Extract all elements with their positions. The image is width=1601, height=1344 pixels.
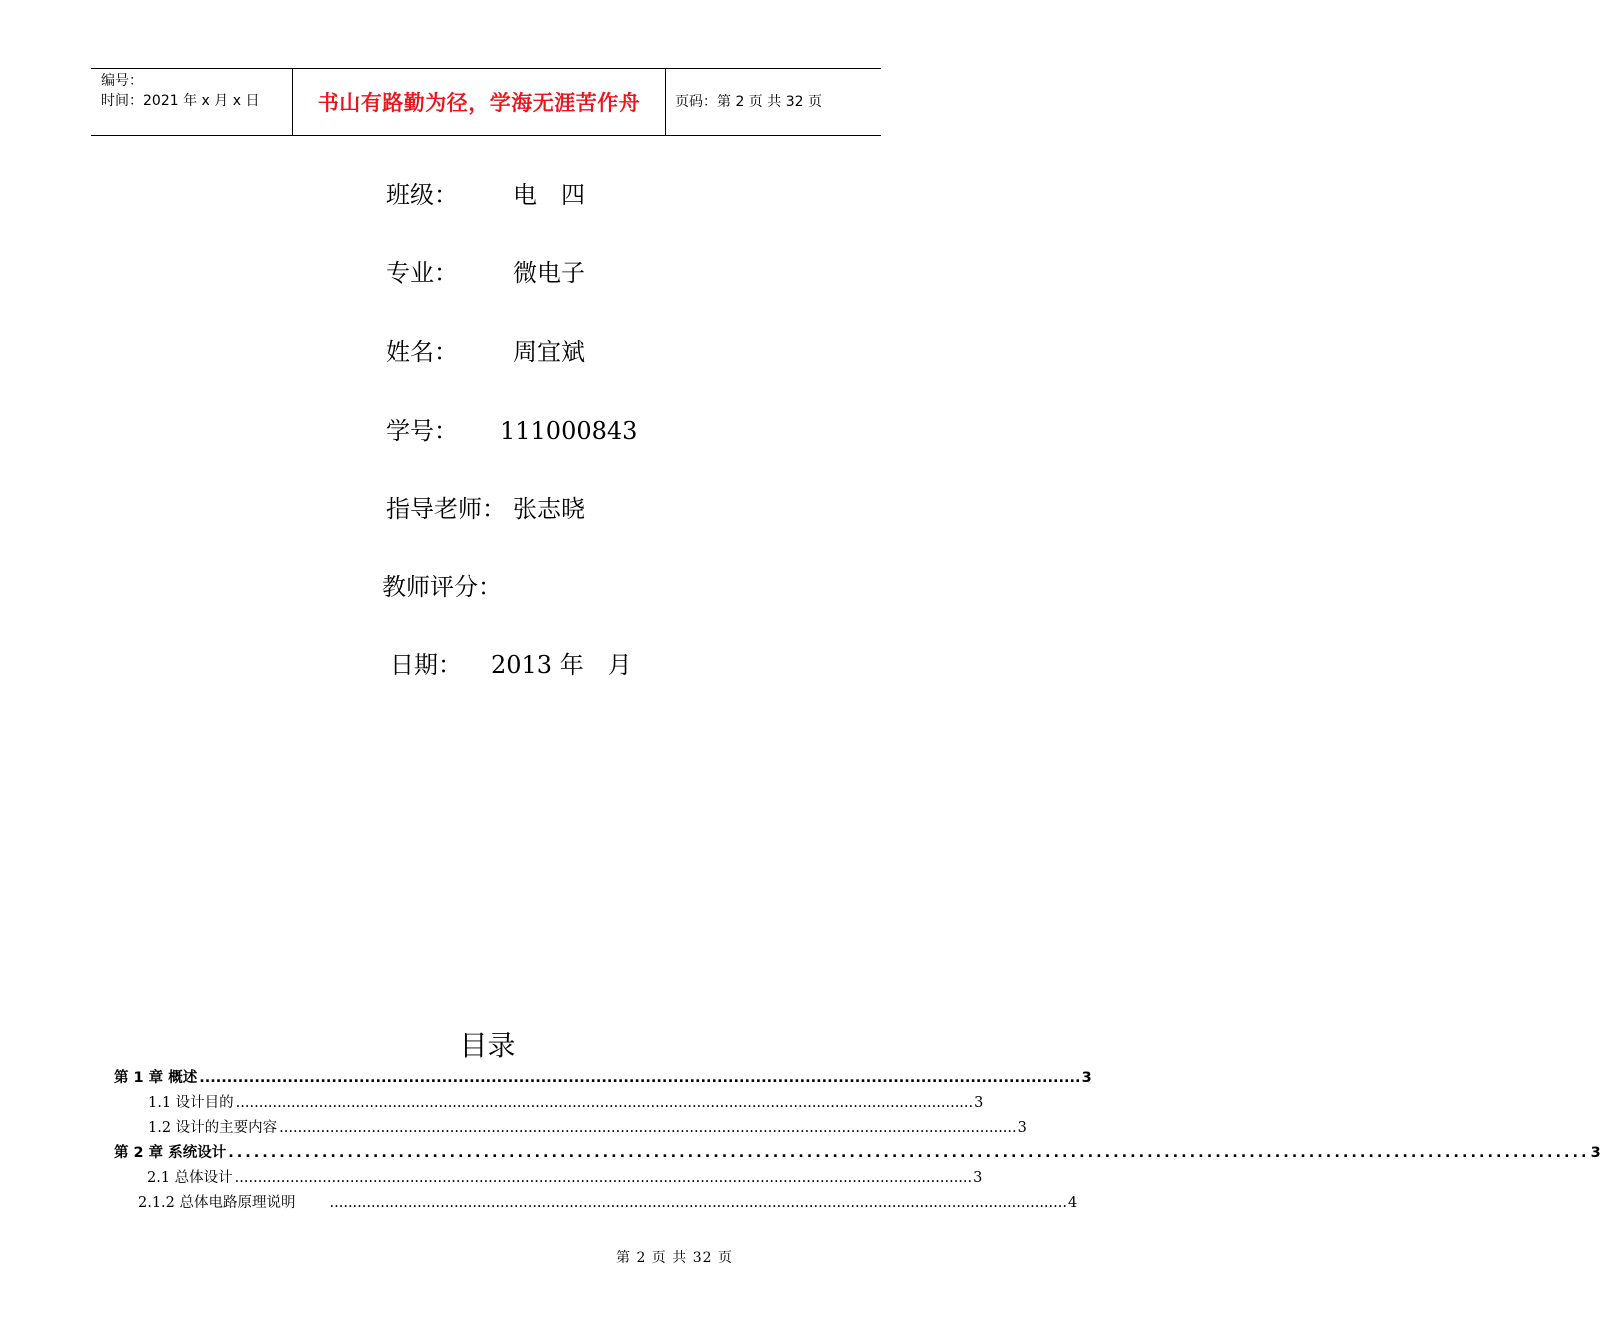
toc-entry[interactable] — [114, 1144, 1601, 1162]
toc-entry-page: 3 — [1017, 1120, 1027, 1136]
toc-leader: ................................................................................................................................................................ — [199, 1070, 1081, 1086]
header-number-label: 编号： — [101, 73, 143, 89]
toc-entry-text: 1.2 设计的主要内容 — [148, 1120, 278, 1136]
page-header — [91, 68, 881, 136]
toc-entry[interactable] — [138, 1194, 1078, 1212]
header-page-info: 页码：第 2 页 共 32 页 — [675, 94, 822, 110]
toc-entry-page: 3 — [973, 1170, 983, 1186]
header-motto: 书山有路勤为径，学海无涯苦作舟 — [317, 91, 641, 115]
toc-leader: ................................................................................................................................................................ — [234, 1170, 973, 1186]
advisor-label: 指导老师： — [386, 495, 506, 523]
page-footer: 第 2 页 共 32 页 — [616, 1250, 733, 1266]
header-time-label: 时间：2021 年 x 月 x 日 — [101, 93, 260, 109]
toc-leader: ................................................................................................................................................................ — [228, 1145, 1590, 1161]
score-label: 教师评分： — [382, 573, 502, 601]
id-value: 111000843 — [500, 417, 638, 445]
toc-entry-text: 第 2 章 系统设计 — [114, 1145, 227, 1161]
class-label: 班级： — [386, 181, 458, 209]
header-meta — [101, 71, 259, 111]
name-value: 周宜斌 — [513, 338, 585, 366]
toc-entry-page: 4 — [1067, 1195, 1078, 1211]
toc-entry[interactable] — [148, 1094, 984, 1112]
toc-entry-page: 3 — [1590, 1145, 1601, 1161]
toc-entry[interactable] — [147, 1169, 983, 1187]
advisor-value: 张志晓 — [513, 495, 585, 523]
toc-entry-page: 3 — [1081, 1070, 1092, 1086]
name-label: 姓名： — [386, 338, 458, 366]
toc-leader: ................................................................................................................................................................ — [279, 1120, 1017, 1136]
toc-entry[interactable] — [148, 1119, 1027, 1137]
toc-title: 目录 — [459, 1029, 516, 1062]
date-value: 2013 年 月 — [491, 651, 632, 679]
toc-entry-text: 1.1 设计目的 — [148, 1095, 234, 1111]
date-label: 日期： — [390, 651, 462, 679]
class-value: 电 四 — [513, 181, 585, 209]
toc-entry-text: 2.1 总体设计 — [147, 1170, 233, 1186]
toc-entry-page: 3 — [974, 1095, 984, 1111]
major-label: 专业： — [386, 259, 458, 287]
toc-entry[interactable] — [114, 1069, 1092, 1087]
major-value: 微电子 — [513, 259, 585, 287]
toc-leader: ................................................................................................................................................................ — [235, 1095, 974, 1111]
toc-entry-text: 第 1 章 概述 — [114, 1070, 198, 1086]
toc-leader: ................................................................................................................................................................ — [329, 1195, 1067, 1211]
header-divider-2 — [665, 68, 666, 136]
id-label: 学号： — [386, 417, 458, 445]
toc-entry-text: 2.1.2 总体电路原理说明 — [138, 1195, 296, 1211]
